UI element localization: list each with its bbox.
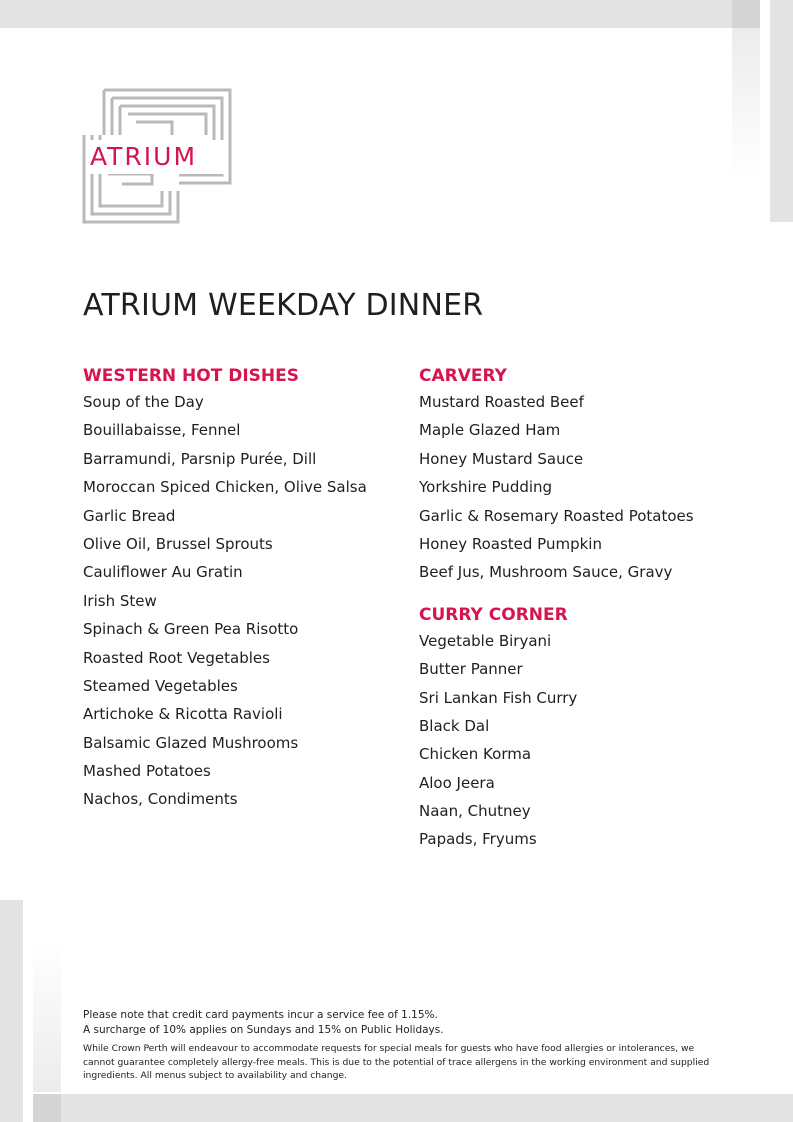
list-item: Beef Jus, Mushroom Sauce, Gravy xyxy=(419,563,673,582)
top-decor-bar xyxy=(0,0,760,28)
list-item: Moroccan Spiced Chicken, Olive Salsa xyxy=(83,478,367,497)
list-item: Papads, Fryums xyxy=(419,830,537,849)
western-dishes-list xyxy=(83,388,413,814)
footer-notes xyxy=(83,1008,713,1083)
list-item: Aloo Jeera xyxy=(419,773,495,792)
list-item: Chicken Korma xyxy=(419,745,532,764)
list-item: Black Dal xyxy=(419,716,490,735)
card-fee-note: Please note that credit card payments incur a service fee of 1.15%. xyxy=(83,1009,438,1021)
section-heading-western: WESTERN HOT DISHES xyxy=(83,366,300,386)
list-item: Honey Mustard Sauce xyxy=(419,449,584,468)
list-item: Spinach & Green Pea Risotto xyxy=(83,620,299,639)
atrium-logo xyxy=(82,88,232,224)
list-item: Barramundi, Parsnip Purée, Dill xyxy=(83,449,317,468)
right-decor-fade xyxy=(732,28,760,178)
list-item: Vegetable Biryani xyxy=(419,631,552,650)
list-item: Garlic & Rosemary Roasted Potatoes xyxy=(419,506,694,525)
list-item: Cauliflower Au Gratin xyxy=(83,563,243,582)
left-decor-bar xyxy=(0,900,23,1122)
list-item: Olive Oil, Brussel Sprouts xyxy=(83,534,273,553)
section-heading-carvery: CARVERY xyxy=(419,366,507,386)
right-decor-bar xyxy=(770,0,793,222)
list-item: Mustard Roasted Beef xyxy=(419,393,584,411)
list-item: Maple Glazed Ham xyxy=(419,421,561,440)
bottom-decor-block xyxy=(33,1094,61,1122)
list-item: Yorkshire Pudding xyxy=(419,478,553,497)
section-spacer xyxy=(419,587,749,603)
top-decor-block xyxy=(732,0,760,28)
list-item: Mashed Potatoes xyxy=(83,762,211,781)
carvery-list xyxy=(419,388,749,587)
bottom-decor-bar xyxy=(33,1094,793,1122)
curry-corner-list xyxy=(419,627,749,854)
section-heading-curry: CURRY CORNER xyxy=(419,604,568,625)
list-item: Steamed Vegetables xyxy=(83,676,238,695)
list-item: Sri Lankan Fish Curry xyxy=(419,688,578,707)
list-item: Garlic Bread xyxy=(83,506,176,525)
allergy-disclaimer: While Crown Perth will endeavour to accommodate requests for special meals for guests who have food allergies or intolerances, we cannot guarantee completely allergy-free meals. This is due to the potential of trace allergens in the working environment and supplied ingredients. All menus subject to availability and change. xyxy=(83,1043,710,1081)
surcharge-note: A surcharge of 10% applies on Sundays and 15% on Public Holidays. xyxy=(83,1024,444,1036)
list-item: Nachos, Condiments xyxy=(83,790,238,809)
list-item: Roasted Root Vegetables xyxy=(83,648,270,667)
list-item: Honey Roasted Pumpkin xyxy=(419,534,602,553)
list-item: Balsamic Glazed Mushrooms xyxy=(83,733,299,752)
page-title: ATRIUM WEEKDAY DINNER xyxy=(83,288,484,323)
left-decor-fade xyxy=(33,940,61,1092)
logo-wordmark: ATRIUM xyxy=(90,140,226,174)
list-item: Bouillabaisse, Fennel xyxy=(83,421,241,440)
list-item: Butter Panner xyxy=(419,660,523,679)
list-item: Artichoke & Ricotta Ravioli xyxy=(83,705,283,724)
right-column xyxy=(419,364,749,854)
list-item: Soup of the Day xyxy=(83,393,204,411)
list-item: Naan, Chutney xyxy=(419,802,531,821)
left-column xyxy=(83,364,413,814)
list-item: Irish Stew xyxy=(83,591,157,610)
